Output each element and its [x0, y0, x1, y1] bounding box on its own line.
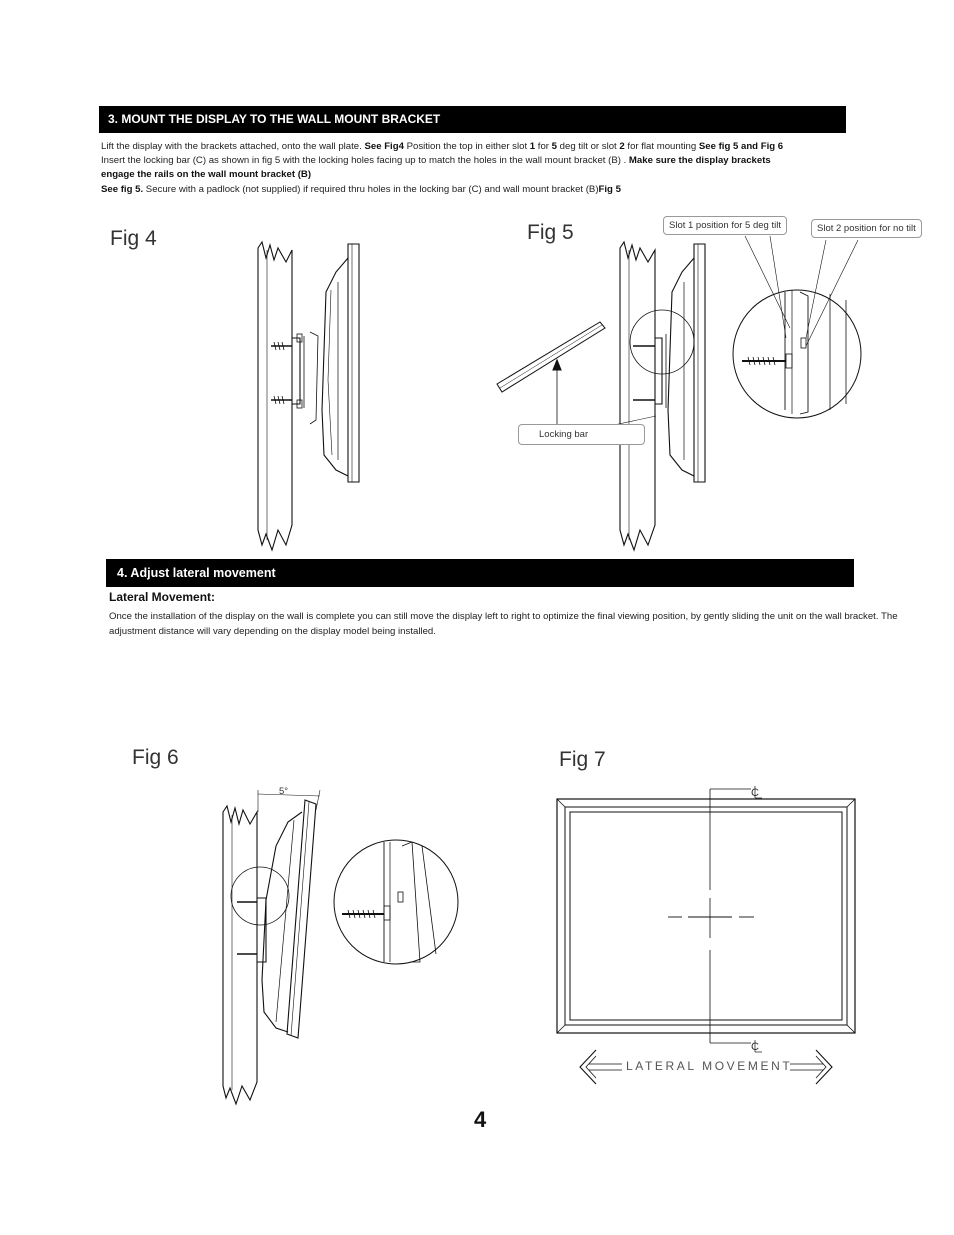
text-run: 5	[551, 141, 557, 152]
locking-bar-callout: Locking bar	[518, 424, 645, 445]
svg-text:C: C	[751, 1041, 759, 1053]
text-run: Make sure the display brackets	[628, 155, 771, 166]
lateral-movement-heading: Lateral Movement:	[109, 590, 216, 604]
fig4-label: Fig 4	[110, 227, 157, 250]
section-4-title: 4. Adjust lateral movement	[117, 566, 276, 580]
page-number: 4	[474, 1107, 487, 1132]
section-3-title: 3. MOUNT THE DISPLAY TO THE WALL MOUNT BRACKET	[108, 112, 441, 126]
text-run: See fig 5 and Fig 6	[698, 141, 784, 152]
text-run: Position the top in either slot	[403, 141, 530, 152]
text-run: See Fig4	[364, 141, 404, 152]
section-4-title-bar	[106, 559, 854, 587]
lateral-movement-label: LATERAL MOVEMENT	[626, 1059, 793, 1073]
slot1-callout: Slot 1 position for 5 deg tilt	[663, 216, 787, 235]
fig4-drawing	[258, 242, 359, 550]
text-run: for	[535, 141, 552, 152]
slot2-callout: Slot 2 position for no tilt	[811, 219, 922, 238]
text-run: Insert the locking bar (C) as shown in fig 5 with the locking holes facing up to match the holes in the wall mount bracket (B) .	[101, 155, 629, 166]
text-run: Lift the display with the brackets attached, onto the wall plate.	[101, 141, 365, 152]
tilt-angle-label: 5°	[279, 786, 289, 797]
text-run: 1	[529, 141, 536, 152]
text-run: Fig 5	[598, 184, 621, 195]
svg-text:C: C	[751, 787, 759, 799]
lateral-movement-body: Once the installation of the display on the wall is complete you can still move the display left to right to optimize the final viewing position, by gently sliding the unit on the wall bracket. The adjustment distance will vary depending on the display model being installed.	[109, 611, 898, 637]
text-run: 2	[619, 141, 625, 152]
text-run: engage the rails on the wall mount bracket (B)	[101, 169, 312, 180]
fig6-label: Fig 6	[132, 746, 179, 769]
fig7-drawing	[557, 786, 855, 1084]
fig7-label: Fig 7	[559, 748, 606, 771]
text-run: See fig 5.	[101, 184, 144, 195]
text-run: deg tilt or slot	[557, 141, 620, 152]
fig5-label: Fig 5	[527, 221, 574, 244]
fig5-drawing	[497, 236, 861, 550]
text-run: for flat mounting	[624, 141, 699, 152]
fig6-drawing	[223, 790, 458, 1104]
text-run: Secure with a padlock (not supplied) if required thru holes in the locking bar (C) and wall mount bracket (B)	[143, 184, 599, 195]
